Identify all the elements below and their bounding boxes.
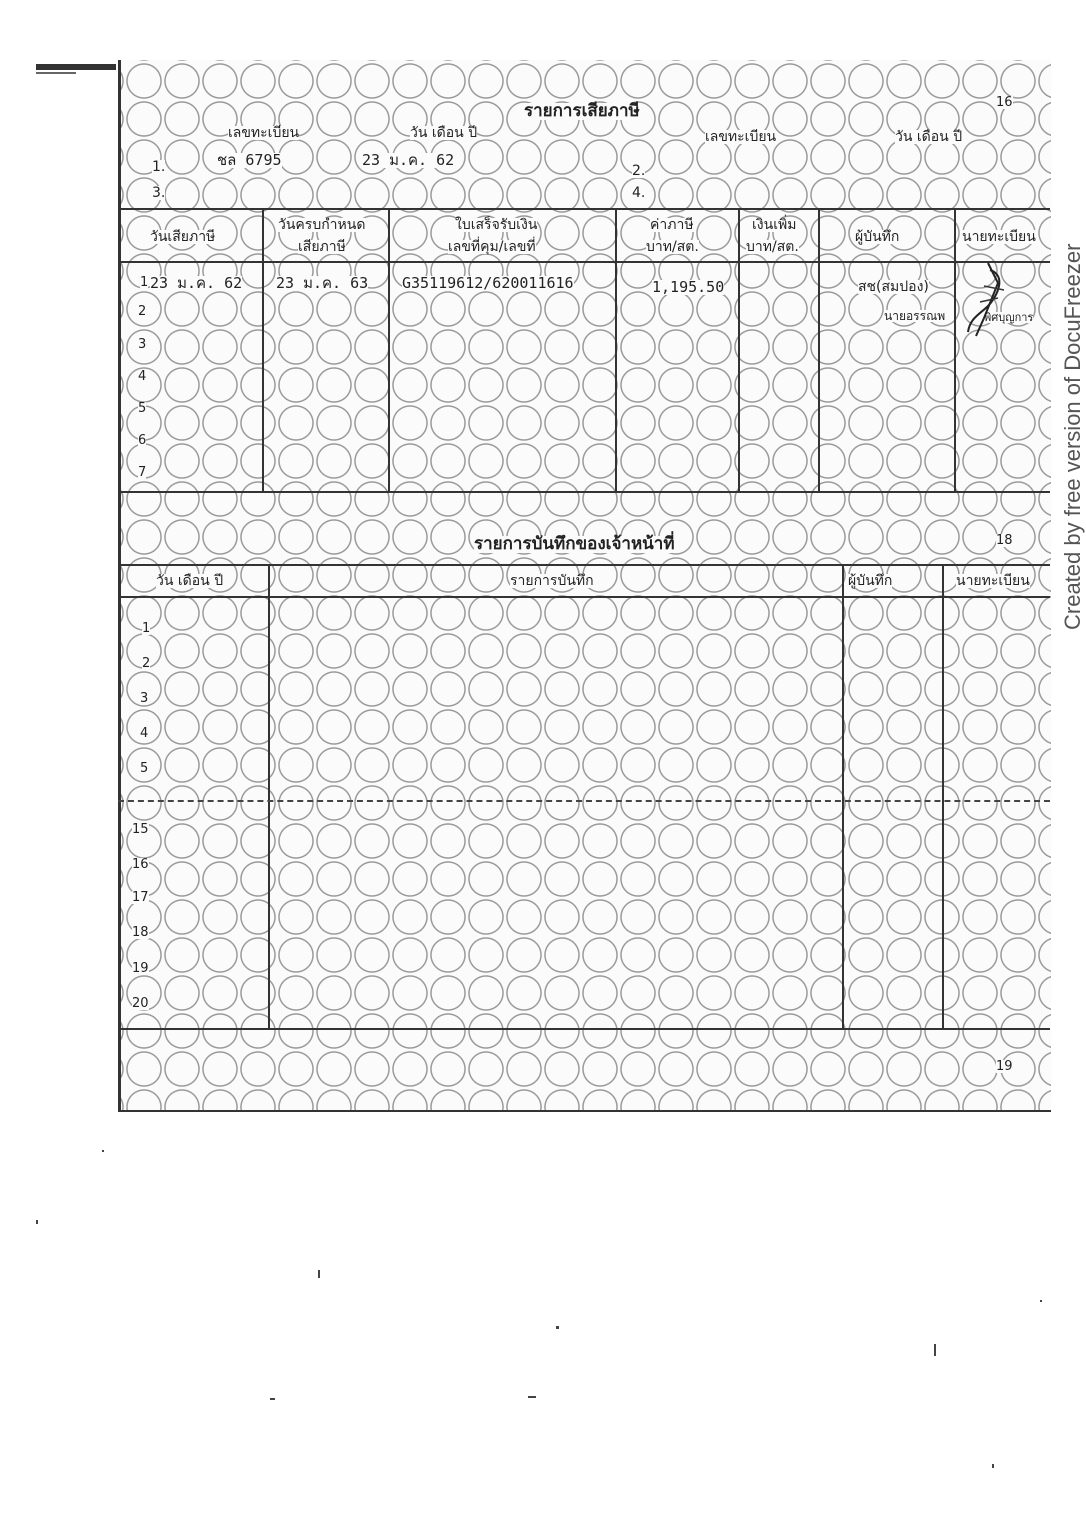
tax-col-divider-5 — [818, 208, 820, 492]
scan-speck — [102, 1150, 104, 1152]
notes-page-break — [118, 800, 1050, 802]
tax-col-divider-2 — [388, 208, 390, 492]
row1-recorder-code: สช(สมปอง) — [858, 279, 929, 295]
notes-table-top-line — [118, 564, 1050, 566]
entry-4-number: 4. — [632, 185, 646, 201]
header-surcharge-1: เงินเพิ่ม — [752, 217, 797, 233]
tax-section-title: รายการเสียภาษี — [524, 101, 640, 121]
notes-header-registrar: นายทะเบียน — [956, 573, 1030, 589]
notes-table-header-line — [118, 596, 1050, 598]
tax-row-5-number: 5 — [138, 401, 147, 416]
header-registrar: นายทะเบียน — [962, 229, 1036, 245]
row1-paid-date: 23 ม.ค. 62 — [150, 274, 243, 292]
scan-speck — [1040, 1300, 1042, 1302]
tax-table-bottom-line — [118, 491, 1050, 493]
header-due-date-1: วันครบกำหนด — [278, 217, 366, 233]
scan-speck — [270, 1398, 275, 1400]
scan-speck — [528, 1396, 536, 1398]
notes-header-recorder: ผู้บันทึก — [848, 573, 893, 589]
row1-registrar-note: พิศบุญการ — [984, 311, 1034, 324]
notes-row-5-number: 5 — [140, 761, 149, 776]
notes-row-20-number: 20 — [132, 996, 149, 1011]
header-tax-1: ค่าภาษี — [650, 217, 694, 233]
notes-row-1-number: 1 — [142, 621, 151, 636]
entry-2-number: 2. — [632, 163, 646, 179]
row1-recorder-name: นายอรรณพ — [884, 309, 946, 323]
binding-mark-2 — [36, 72, 76, 74]
notes-section-title: รายการบันทึกของเจ้าหน้าที่ — [474, 534, 675, 554]
page-number-18: 18 — [996, 533, 1013, 548]
page-number-19: 19 — [996, 1059, 1013, 1074]
tax-row-2-number: 2 — [138, 304, 147, 319]
tax-row-4-number: 4 — [138, 369, 147, 384]
tax-col-divider-4 — [738, 208, 740, 492]
row1-tax-amount: 1,195.50 — [652, 278, 725, 296]
scan-speck — [934, 1344, 936, 1356]
tax-col-divider-3 — [615, 208, 617, 492]
tax-col-divider-6 — [954, 208, 956, 492]
notes-row-4-number: 4 — [140, 726, 149, 741]
notes-header-date: วัน เดือน ปี — [156, 573, 224, 589]
notes-col-divider-1 — [268, 564, 270, 1030]
header-due-date-2: เสียภาษี — [298, 239, 346, 255]
scan-speck — [318, 1270, 320, 1278]
docufreezer-watermark: Created by free version of DocuFreezer — [1060, 243, 1085, 630]
header-recorder: ผู้บันทึก — [855, 229, 900, 245]
tax-table-top-line — [118, 208, 1050, 210]
header-receipt-2: เลขที่คุม/เลขที่ — [448, 239, 536, 255]
entry-1-date: 23 ม.ค. 62 — [362, 151, 455, 169]
notes-row-18-number: 18 — [132, 925, 149, 940]
entry-3-number: 3. — [152, 185, 166, 201]
binding-mark — [36, 64, 116, 70]
notes-row-17-number: 17 — [132, 890, 149, 905]
notes-col-divider-2 — [842, 564, 844, 1030]
entry-1-number: 1. — [152, 159, 166, 175]
notes-row-2-number: 2 — [142, 656, 151, 671]
header-surcharge-2: บาท/สต. — [746, 239, 799, 255]
reg-label-left: เลขทะเบียน — [228, 125, 300, 141]
notes-col-divider-3 — [942, 564, 944, 1030]
notes-row-16-number: 16 — [132, 857, 149, 872]
tax-row-6-number: 6 — [138, 433, 147, 448]
page-number-16: 16 — [996, 95, 1013, 110]
scan-speck — [556, 1326, 559, 1329]
header-receipt-1: ใบเสร็จรับเงิน — [455, 217, 538, 233]
reg-label-right: เลขทะเบียน — [705, 129, 777, 145]
header-tax-2: บาท/สต. — [646, 239, 699, 255]
notes-row-3-number: 3 — [140, 691, 149, 706]
tax-table-header-line — [118, 261, 1050, 263]
tax-row-1-number: 1 — [140, 275, 149, 290]
header-paid-date: วันเสียภาษี — [150, 229, 216, 245]
date-label-left: วัน เดือน ปี — [410, 125, 478, 141]
tax-row-7-number: 7 — [138, 465, 147, 480]
registrar-signature — [958, 258, 1028, 338]
date-label-right: วัน เดือน ปี — [895, 129, 963, 145]
row1-receipt-number: G35119612/620011616 — [402, 274, 574, 292]
notes-table-bottom-line — [118, 1028, 1050, 1030]
tax-col-divider-1 — [262, 208, 264, 492]
entry-1-registration: ชล 6795 — [217, 151, 282, 169]
notes-header-record: รายการบันทึก — [510, 573, 594, 589]
notes-row-15-number: 15 — [132, 822, 149, 837]
notes-row-19-number: 19 — [132, 961, 149, 976]
tax-row-3-number: 3 — [138, 337, 147, 352]
scan-speck — [992, 1464, 994, 1468]
scan-speck — [36, 1220, 38, 1224]
row1-due-date: 23 ม.ค. 63 — [276, 274, 369, 292]
